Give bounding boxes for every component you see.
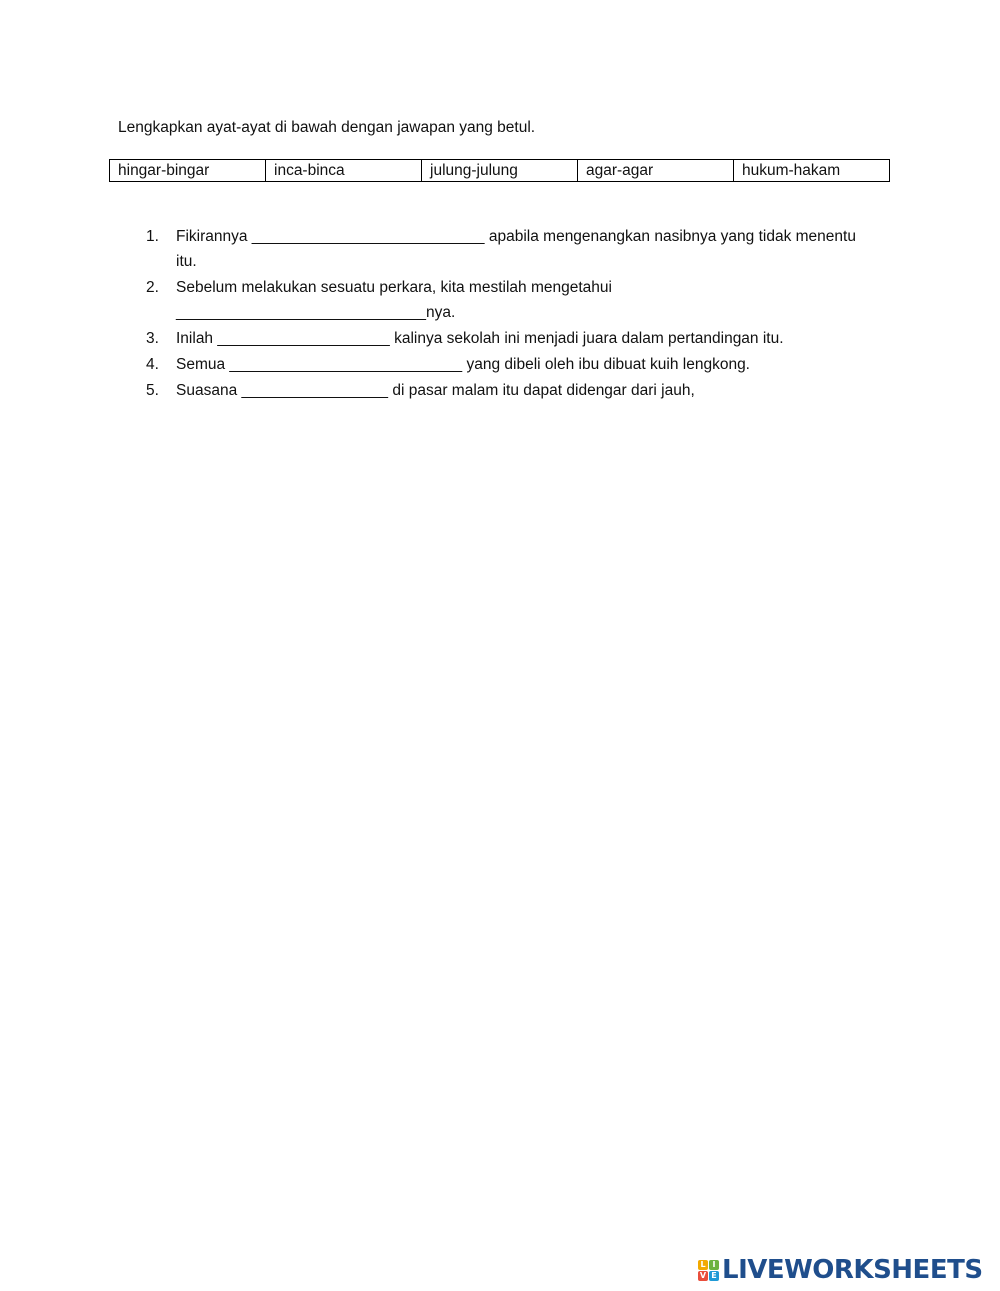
question-line: Fikirannya ___________________________ apabila mengenangkan nasibnya yang tidak menentu	[176, 228, 856, 245]
question-item	[146, 224, 886, 274]
question-list	[146, 224, 886, 404]
word-bank-cell: hukum-hakam	[734, 160, 890, 182]
logo-tile: E	[709, 1271, 719, 1281]
logo-tile: L	[698, 1260, 708, 1270]
question-number: 1.	[146, 228, 159, 245]
word-bank-cell: julung-julung	[422, 160, 578, 182]
word-bank-cell: hingar-bingar	[110, 160, 266, 182]
liveworksheets-logo	[698, 1255, 983, 1285]
question-line: itu.	[176, 253, 197, 270]
question-item	[146, 352, 886, 377]
question-line: _____________________________nya.	[176, 304, 456, 321]
question-line: Suasana _________________ di pasar malam itu dapat didengar dari jauh,	[176, 382, 695, 399]
logo-text: LIVEWORKSHEETS	[722, 1255, 983, 1285]
question-number: 4.	[146, 356, 159, 373]
word-bank-cell: inca-binca	[266, 160, 422, 182]
word-bank-row	[110, 160, 890, 182]
word-bank-cell: agar-agar	[578, 160, 734, 182]
question-number: 3.	[146, 330, 159, 347]
question-item	[146, 378, 886, 403]
question-item	[146, 275, 886, 325]
question-number: 5.	[146, 382, 159, 399]
logo-tile: I	[709, 1260, 719, 1270]
question-item	[146, 326, 886, 351]
logo-tiles-icon	[698, 1260, 719, 1281]
question-line: Sebelum melakukan sesuatu perkara, kita mestilah mengetahui	[176, 279, 612, 296]
logo-tile: V	[699, 1270, 707, 1280]
instruction-text: Lengkapkan ayat-ayat di bawah dengan jawapan yang betul.	[118, 119, 536, 136]
question-line: Inilah ____________________ kalinya sekolah ini menjadi juara dalam pertandingan itu.	[176, 330, 784, 347]
question-line: Semua ___________________________ yang dibeli oleh ibu dibuat kuih lengkong.	[176, 356, 750, 373]
word-bank-table	[109, 159, 890, 182]
question-number: 2.	[146, 279, 159, 296]
